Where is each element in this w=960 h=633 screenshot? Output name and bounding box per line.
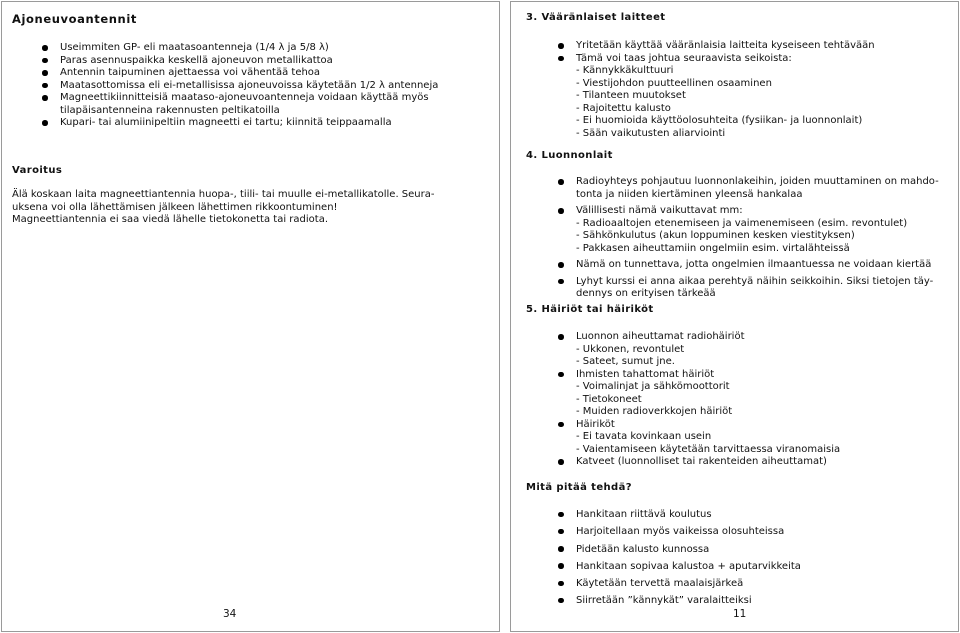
list-item-line: - Tietokoneet	[576, 393, 642, 405]
list-item	[576, 419, 951, 457]
list-item	[576, 558, 951, 575]
list-item-line: Useimmiten GP- eli maatasoantenneja (1/4 λ ja 5/8 λ)	[60, 42, 329, 53]
list-item-line: Paras asennuspaikka keskellä ajoneuvon metallikattoa	[60, 54, 333, 66]
list-item	[576, 369, 951, 419]
section-4-bullet-list	[576, 176, 951, 301]
list-item-line: tilapäisantenneina rakennusten peltikatoilla	[60, 104, 280, 116]
list-item-line: Luonnon aiheuttamat radiohäiriöt	[576, 331, 745, 342]
bullet-icon	[558, 56, 564, 62]
text-line: - Kännykkäkulttuuri	[576, 65, 674, 76]
list-item-line: Nämä on tunnettava, jotta ongelmien ilmaantuessa ne voidaan kiertää	[576, 259, 932, 270]
list-item-line: - Muiden radioverkkojen häiriöt	[576, 406, 733, 417]
list-item	[576, 176, 951, 201]
todo-bullet-list	[576, 506, 951, 610]
list-item	[576, 523, 951, 540]
list-item-line: Siirretään ”kännykät” varalaitteiksi	[576, 595, 752, 607]
list-item	[60, 117, 490, 130]
page-number: 34	[223, 608, 237, 620]
section-3-text	[576, 40, 951, 140]
text-line: - Sään vaikutusten aliarviointi	[576, 127, 726, 139]
text-line: Tämä voi taas johtua seuraavista seikoista:	[576, 52, 792, 64]
list-item-line: Magneettikiinnitteisiä maataso-ajoneuvoantenneja voidaan käyttää myös	[60, 92, 429, 103]
list-item-line: Harjoitellaan myös vaikeissa olosuhteissa	[576, 526, 785, 538]
list-item-line: Kupari- tai alumiinipeltiin magneetti ei tartu; kiinnitä teippaamalla	[60, 117, 392, 128]
list-item-line: - Pakkasen aiheuttamiin ongelmiin esim. virtalähteissä	[576, 242, 850, 254]
list-item-line: Häiriköt	[576, 418, 615, 430]
list-item-line: - Sähkönkulutus (akun loppuminen kesken viestityksen)	[576, 230, 855, 241]
text-line: - Viestijohdon puutteellinen osaaminen	[576, 77, 772, 89]
warning-text	[12, 189, 492, 227]
text-line: Yritetään käyttää vääränlaisia laitteita kyseiseen tehtävään	[576, 40, 875, 51]
text-line: uksena voi olla lähettämisen jälkeen lähettimen rikkoontuminen!	[12, 201, 338, 213]
list-item-line: Antennin taipuminen ajettaessa voi vähentää tehoa	[60, 67, 321, 78]
list-item-line: Käytetään tervettä maalaisjärkeä	[576, 578, 744, 590]
list-item-line: Radioyhteys pohjautuu luonnonlakeihin, joiden muuttaminen on mahdo-	[576, 176, 939, 187]
text-line: Magneettiantennia ei saa viedä lähelle tietokonetta tai radiota.	[12, 214, 329, 225]
right-page	[510, 1, 959, 632]
warning-heading: Varoitus	[12, 165, 63, 176]
antenna-bullet-list	[60, 42, 490, 130]
list-item-line: - Sateet, sumut jne.	[576, 356, 675, 367]
list-item-line: tonta ja niiden kiertäminen yleensä hankalaa	[576, 188, 803, 200]
page-title: Ajoneuvoantennit	[12, 12, 137, 26]
list-item-line: - Radioaaltojen etenemiseen ja vaimenemiseen (esim. revontulet)	[576, 217, 908, 229]
list-item	[576, 575, 951, 592]
list-item-line: Maatasottomissa eli ei-metallisissa ajoneuvoissa käytetään 1/2 λ antenneja	[60, 79, 439, 91]
list-item	[60, 55, 490, 68]
section-4-title: 4. Luonnonlait	[526, 150, 613, 161]
list-item-line: - Vaientamiseen käytetään tarvittaessa viranomaisia	[576, 443, 841, 455]
list-item	[576, 205, 951, 255]
list-item	[60, 67, 490, 80]
list-item-line: Hankitaan riittävä koulutus	[576, 509, 712, 520]
section-3-title: 3. Vääränlaiset laitteet	[526, 12, 666, 23]
list-item	[576, 506, 951, 523]
text-line: - Ei huomioida käyttöolosuhteita (fysiikan- ja luonnonlait)	[576, 115, 863, 126]
list-item-line: Ihmisten tahattomat häiriöt	[576, 368, 715, 380]
list-item-line: Hankitaan sopivaa kalustoa + aputarvikkeita	[576, 560, 801, 572]
list-item	[576, 456, 951, 469]
page-number: 11	[733, 608, 747, 620]
list-item-line: - Ei tavata kovinkaan usein	[576, 431, 712, 442]
list-item-line: - Voimalinjat ja sähkömoottorit	[576, 381, 730, 392]
list-item-line: Pidetään kalusto kunnossa	[576, 543, 710, 555]
list-item	[60, 92, 490, 117]
list-item	[60, 42, 490, 55]
list-item-line: dennys on erityisen tärkeää	[576, 288, 716, 299]
list-item-line: Katveet (luonnolliset tai rakenteiden aiheuttamat)	[576, 456, 827, 467]
list-item	[60, 80, 490, 93]
list-item	[576, 592, 951, 609]
text-line: - Rajoitettu kalusto	[576, 102, 671, 114]
section-5-bullet-list	[576, 331, 951, 469]
list-item-line: Lyhyt kurssi ei anna aikaa perehtyä näihin seikkoihin. Siksi tietojen täy-	[576, 275, 934, 287]
list-item	[576, 276, 951, 301]
text-line: Älä koskaan laita magneettiantennia huopa-, tiili- tai muulle ei-metallikatolle. Seura-	[12, 189, 435, 200]
text-line: - Tilanteen muutokset	[576, 90, 686, 101]
left-page	[1, 1, 500, 632]
bullet-icon	[558, 43, 564, 49]
section-5-title: 5. Häiriöt tai häiriköt	[526, 304, 654, 315]
list-item	[576, 259, 951, 272]
list-item-line: - Ukkonen, revontulet	[576, 343, 685, 355]
todo-title: Mitä pitää tehdä?	[526, 482, 632, 493]
list-item-line: Välillisesti nämä vaikuttavat mm:	[576, 205, 743, 216]
list-item	[576, 541, 951, 558]
list-item	[576, 331, 951, 369]
